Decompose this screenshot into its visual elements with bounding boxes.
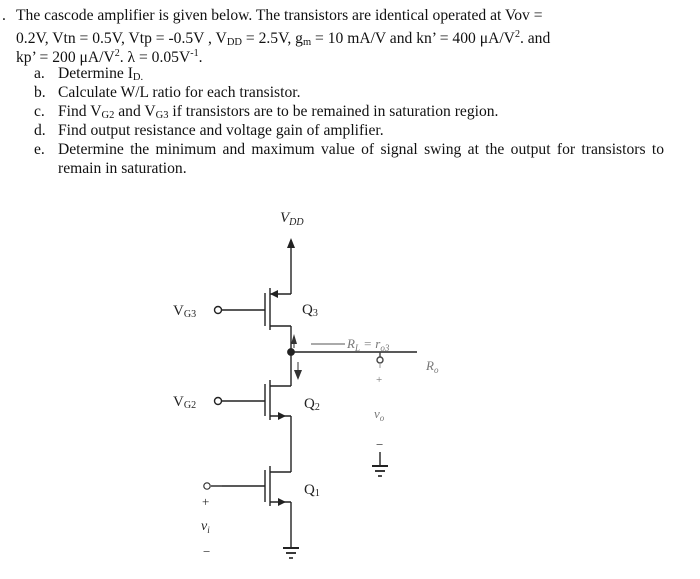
output-terminal bbox=[377, 357, 383, 363]
vg2-label: VG2 bbox=[173, 394, 197, 411]
q3-source-arrow-icon bbox=[270, 290, 278, 298]
q2-label: Q2 bbox=[304, 396, 320, 413]
q3-label: Q3 bbox=[302, 302, 318, 319]
question-item-e: e. Determine the minimum and maximum value of signal swing at the output for transistors to remain in saturation. bbox=[34, 141, 664, 178]
current-arrow-up-icon bbox=[291, 334, 297, 344]
rl-label: $R_L = r_{o3}$ bbox=[347, 336, 390, 353]
q2-source-arrow-icon bbox=[278, 412, 286, 420]
ro-label: $R_o$ bbox=[426, 358, 439, 375]
vi-minus-sign: − bbox=[203, 544, 211, 559]
ground-icon bbox=[283, 548, 299, 558]
current-arrow-down-icon bbox=[294, 370, 302, 380]
question-item-b: b. Calculate W/L ratio for each transistor. bbox=[34, 84, 301, 101]
vo-minus-sign: − bbox=[376, 437, 384, 452]
vi-label: $v_i$ bbox=[201, 519, 210, 535]
problem-line-2: 0.2V, Vtn = 0.5V, Vtp = -0.5V , VDD = 2.5V, gm = 10 mA/V and kn’ = 400 $\mu A/V^2$. and bbox=[16, 29, 551, 48]
question-item-d: d. Find output resistance and voltage gain of amplifier. bbox=[34, 122, 384, 139]
problem-line-1: The cascode amplifier is given below. The transistors are identical operated at Vov = bbox=[16, 7, 543, 24]
vg3-label: VG3 bbox=[173, 303, 197, 320]
output-ground-icon bbox=[372, 452, 388, 476]
vdd-label: $V_{DD}$ bbox=[280, 210, 304, 228]
question-item-c: c. Find VG2 and VG3 if transistors are to be remained in saturation region. bbox=[34, 103, 499, 121]
q1-source-arrow-icon bbox=[278, 498, 286, 506]
problem-bullet: . bbox=[2, 7, 6, 24]
vi-source bbox=[204, 483, 222, 489]
vi-plus-sign: + bbox=[202, 494, 210, 509]
q1-label: Q1 bbox=[304, 482, 320, 499]
vo-label: $v_o$ bbox=[374, 406, 385, 423]
vdd-arrow-icon bbox=[287, 238, 295, 248]
transistor-q2 bbox=[215, 352, 292, 472]
transistor-q3 bbox=[215, 288, 292, 352]
question-item-a: a. Determine ID. bbox=[34, 65, 144, 83]
transistor-q1 bbox=[222, 466, 291, 548]
problem-line-3: kp’ = 200 $\mu A/V^2$. $\lambda = 0.05V^{-1}$. bbox=[16, 48, 203, 66]
vo-plus-sign: + bbox=[376, 374, 383, 386]
